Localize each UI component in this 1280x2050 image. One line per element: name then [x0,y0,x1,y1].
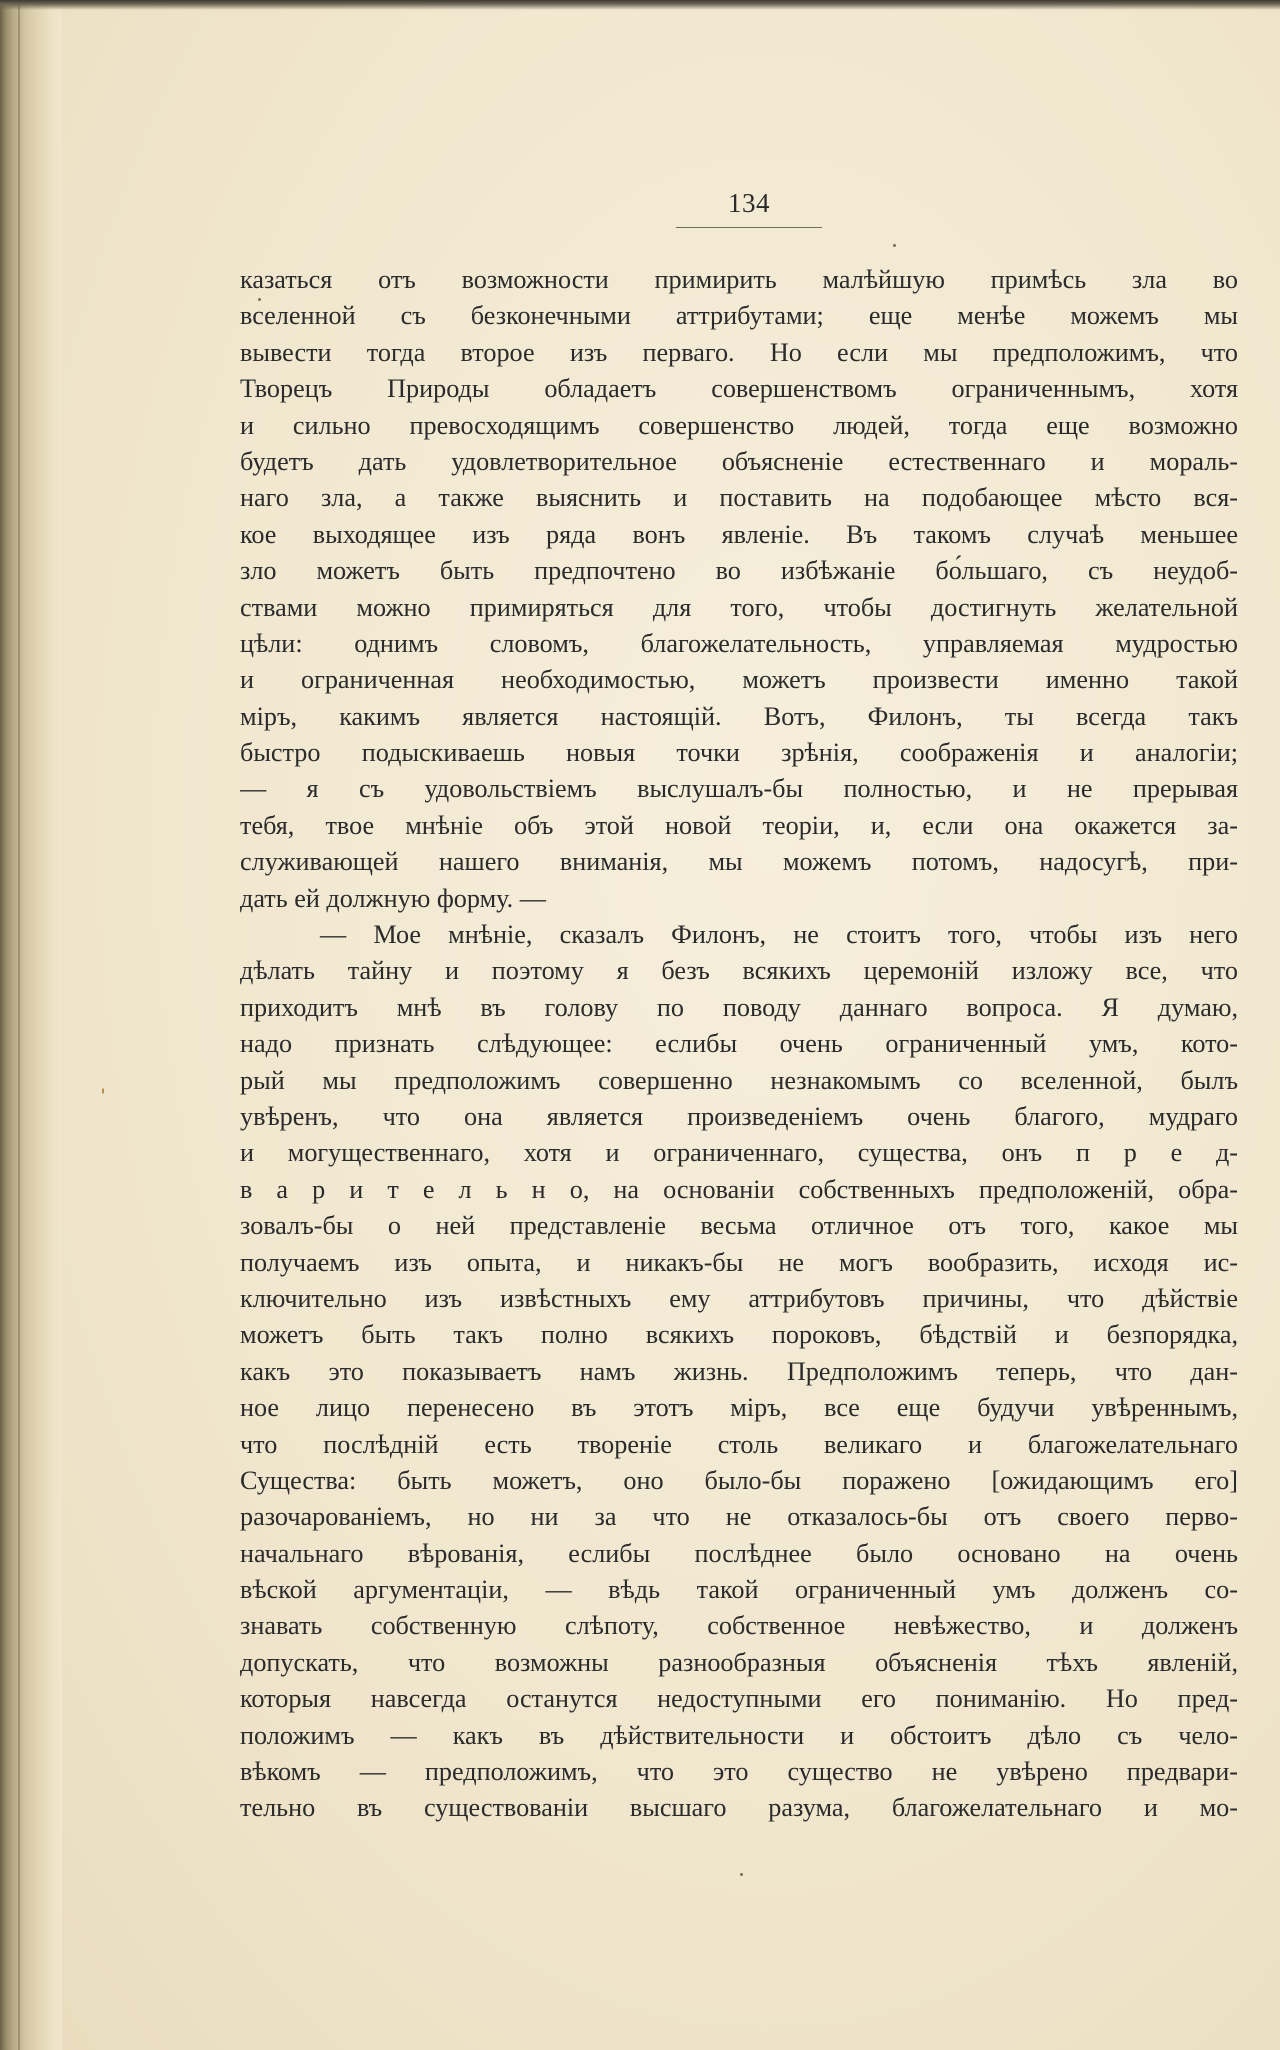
text-line: какъ это показываетъ намъ жизнь. Предположимъ теперь, что дан- [240,1356,1238,1386]
text-line: рый мы предположимъ совершенно незнакомымъ со вселенной, былъ [240,1065,1238,1095]
paper-speck [102,1088,104,1094]
text-line: дѣлать тайну и поэтому я безъ всякихъ церемоній изложу все, что [240,956,1238,986]
text-line: и сильно превосходящимъ совершенство людей, тогда еще возможно [240,410,1238,440]
text-line: Существа: быть можетъ, оно было-бы поражено [ожидающимъ его] [240,1465,1238,1495]
text-line: ное лицо перенесено въ этотъ міръ, все еще будучи увѣреннымъ, [240,1393,1238,1423]
paper-speck [258,298,261,301]
text-line: приходитъ мнѣ въ голову по поводу даннаго вопроса. Я думаю, [240,992,1238,1022]
text-line: зло можетъ быть предпочтено во избѣжаніе бо́льшаго, съ неудоб- [240,556,1238,586]
text-line: и ограниченная необходимостью, можетъ произвести именно такой [240,665,1238,695]
text-line: тельно въ существованіи высшаго разума, благожелательнаго и мо- [240,1793,1238,1823]
text-line: дать ей должную форму. — [240,883,546,913]
page-number: 134 [728,188,770,218]
text-line: — я съ удовольствіемъ выслушалъ-бы полностью, и не прерывая [240,774,1238,804]
text-line: міръ, какимъ является настоящій. Вотъ, Филонъ, ты всегда такъ [240,701,1238,731]
text-line: вѣкомъ — предположимъ, что это существо не увѣрено предвари- [240,1757,1238,1787]
text-line: разочарованіемъ, но ни за что не отказалось-бы отъ своего перво- [240,1502,1238,1532]
text-line: зовалъ-бы о ней представленіе весьма отличное отъ того, какое мы [240,1211,1238,1241]
paper-speck [740,1873,743,1876]
text-line: знавать собственную слѣпоту, собственное невѣжество, и долженъ [240,1611,1238,1641]
text-line: надо признать слѣдующее: еслибы очень ограниченный умъ, кото- [240,1029,1238,1059]
text-line: ключительно изъ извѣстныхъ ему аттрибутовъ причины, что дѣйствіе [240,1283,1238,1313]
text-line: и могущественнаго, хотя и ограниченнаго, существа, онъ п р е д- [240,1138,1238,1168]
text-line: будетъ дать удовлетворительное объясненіе естественнаго и мораль- [240,446,1238,476]
text-line: начальнаго вѣрованія, еслибы послѣднее было основано на очень [240,1538,1238,1568]
text-line: ствами можно примиряться для того, чтобы достигнуть желательной [240,592,1238,622]
text-line: — Мое мнѣніе, сказалъ Филонъ, не стоитъ того, чтобы изъ него [320,920,1238,950]
text-line: допускать, что возможны разнообразныя объясненія тѣхъ явленій, [240,1647,1238,1677]
text-line: казаться отъ возможности примирить малѣйшую примѣсь зла во [240,265,1238,294]
text-line: положимъ — какъ въ дѣйствительности и обстоитъ дѣло съ чело- [240,1720,1238,1750]
text-line: служивающей нашего вниманія, мы можемъ потомъ, надосугѣ, при- [240,847,1238,877]
text-line: получаемъ изъ опыта, и никакъ-бы не могъ вообразить, исходя ис- [240,1247,1238,1277]
text-line: вывести тогда второе изъ перваго. Но если мы предположимъ, что [240,337,1238,367]
text-line: увѣренъ, что она является произведеніемъ очень благого, мудраго [240,1101,1238,1131]
text-line: быстро подыскиваешь новыя точки зрѣнія, соображенія и аналогіи; [240,738,1238,768]
text-line: в а р и т е л ь н о, на основаніи собственныхъ предположеній, обра- [240,1174,1238,1204]
scan-top-edge [0,0,1280,10]
body-text [240,262,1238,1827]
text-line: которыя навсегда останутся недоступными его пониманію. Но пред- [240,1684,1238,1714]
text-line: наго зла, а также выяснить и поставить на подобающее мѣсто вся- [240,483,1238,513]
text-line: кое выходящее изъ ряда вонъ явленіе. Въ такомъ случаѣ меньшее [240,519,1238,549]
text-line: вѣской аргументаціи, — вѣдь такой ограниченный умъ долженъ со- [240,1575,1238,1605]
text-line: Творецъ Природы обладаетъ совершенствомъ ограниченнымъ, хотя [240,374,1238,404]
paper-speck [893,244,896,247]
page-number-rule [676,227,822,228]
book-binding-edge [0,0,62,2050]
text-line: вселенной съ безконечными аттрибутами; еще менѣе можемъ мы [240,301,1238,331]
text-line: тебя, твое мнѣніе объ этой новой теоріи, и, если она окажется за- [240,810,1238,840]
text-line: что послѣдній есть твореніе столь великаго и благожелательнаго [240,1429,1238,1459]
text-line: цѣли: однимъ словомъ, благожелательность, управляемая мудростью [240,628,1238,658]
text-line: можетъ быть такъ полно всякихъ пороковъ, бѣдствій и безпорядка, [240,1320,1238,1350]
